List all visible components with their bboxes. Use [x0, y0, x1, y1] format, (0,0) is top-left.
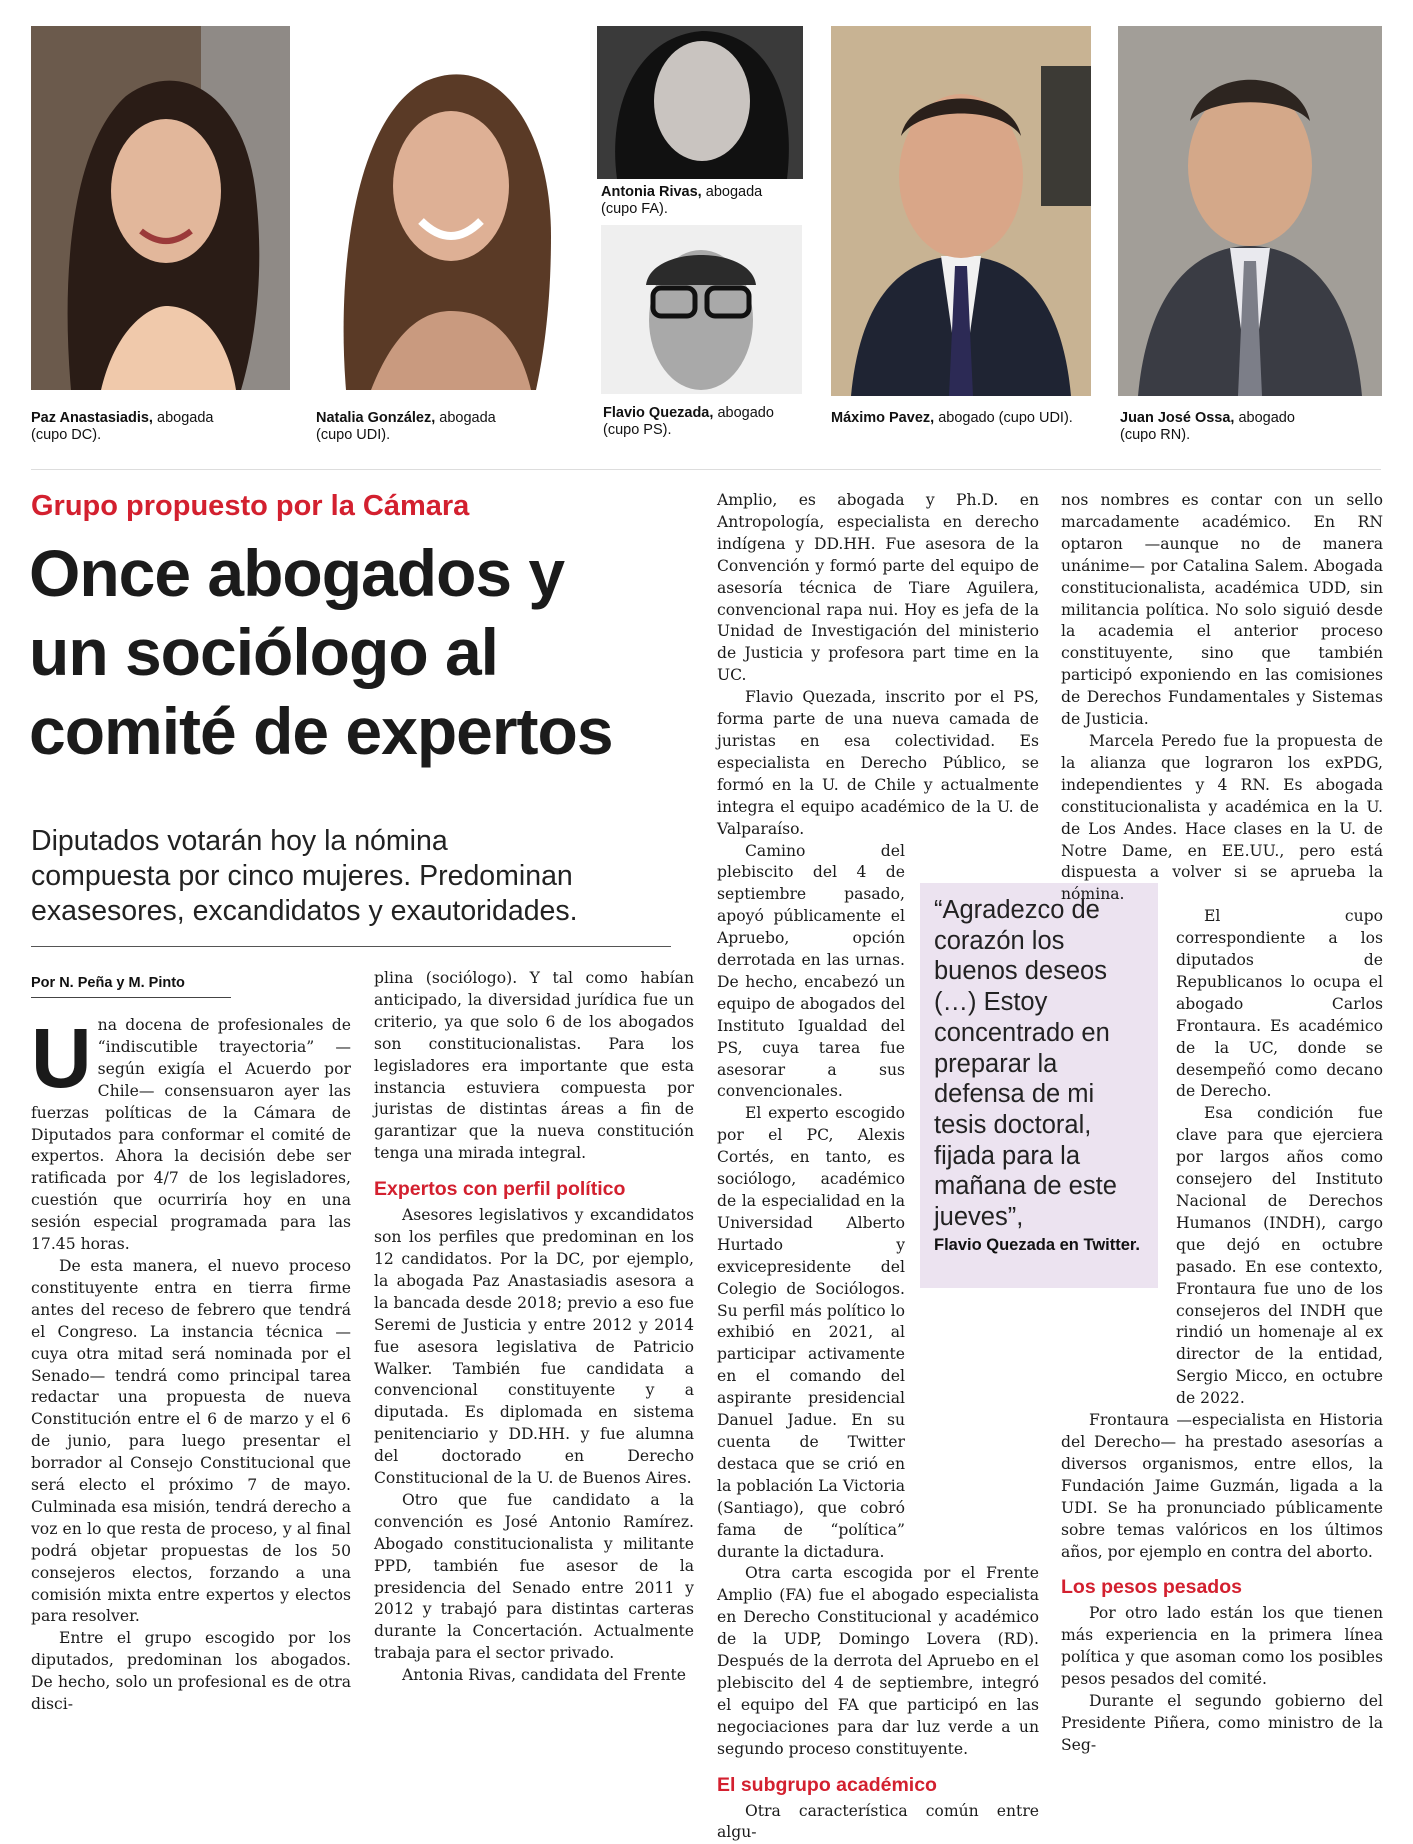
- paragraph: Durante el segundo gobierno del Presidente Piñera, como ministro de la Seg-: [1061, 1692, 1383, 1754]
- paragraph: Una docena de profesionales de “indiscutible trayectoria” —según exigía el Acuerdo por Chile— consensuaron ayer las fuerzas políticas de la Cámara de Diputados para conformar el comité de expertos. Ahora la decisión debe ser ratificada por 4/7 de los legisladores, cuestión que ocurriría hoy en una sesión especial programada para las 17.45 horas.: [31, 1011, 351, 1254]
- photo-juan-jose-ossa: [1118, 26, 1382, 396]
- paragraph: De esta manera, el nuevo proceso constituyente entra en tierra firme antes del receso de febrero que tendrá el Congreso. La instancia técnica —cuya otra mitad será nominada por el Senado— tendrá como principal tarea redactar una propuesta de nueva Constitución entre el 6 de marzo y el 6 de junio, para luego presentar el borrador al Consejo Constitucional que será electo el próximo 7 de mayo. Culminada esa misión, tendrá derecho a voz en lo que resta de proceso, y al final podrá objetar propuestas de los 50 consejeros electos, forzando a una comisión mixta entre expertos y electos para resolver.: [31, 1256, 351, 1626]
- paragraph: Entre el grupo escogido por los diputados, predominan los abogados. De hecho, solo un profesional es de otra disci-: [31, 1629, 351, 1714]
- caption-role: abogado: [1238, 410, 1295, 426]
- paragraph: nos nombres es contar con un sello marcadamente académico. En RN optaron —aunque no de manera unánime— por Catalina Salem. Abogada constitucionalista, académica UDD, sin militancia política. No solo siguió desde la academia el anterior proceso constituyente, sino que también participó exponiendo en las comisiones de Derechos Fundamentales y Sistemas de Justicia.: [1061, 491, 1383, 729]
- paragraph: Por otro lado están los que tienen más experiencia en la primera línea política y que asoman como los posibles pesos pesados del comité.: [1061, 1604, 1383, 1689]
- paragraph: Amplio, es abogada y Ph.D. en Antropología, especialista en derecho indígena y DD.HH. Fue asesora de la Convención y formó parte del equipo de asesoría técnica de Tiare Aguilera, convencional rapa nui. Hoy es jefa de la Unidad de Investigación del ministerio de Justicia y profesora part time en la UC.: [717, 491, 1039, 685]
- section-divider: [31, 469, 1381, 470]
- paragraph: Asesores legislativos y excandidatos son los perfiles que predominan en los 12 candidatos. Por la DC, por ejemplo, la abogada Paz Anastasiadis asesora a la bancada desde 2018; previo a eso fue Seremi de Justicia y entre 2012 y 2014 fue asesora legislativa de Patricio Walker. También fue candidata a convencional constituyente y a diputada. Es diplomada en sistema penitenciario y DD.HH. y fue alumna del doctorado en Derecho Constitucional de la U. de Buenos Aires.: [374, 1206, 694, 1488]
- paragraph: Marcela Peredo fue la propuesta de la alianza que lograron los exPDG, independientes y 4 RN. Es abogada constitucionalista y académica en la U. de Los Andes. Hace clases en la U. de Notre Dame, en EE.UU., pero está dispuesta a volver si se aprueba la nómina.: [1061, 731, 1383, 904]
- caption-name: Flavio Quezada,: [603, 405, 714, 421]
- caption-cupo: (cupo UDI).: [316, 427, 391, 443]
- caption-natalia-gonzalez: [316, 410, 574, 444]
- paragraph: Otra carta escogida por el Frente Amplio (FA) fue el abogado especialista en Derecho Constitucional y académico de la UDP, Domingo Lovera (RD). Después de la derrota del Apruebo en el plebiscito del 4 de septiembre, integró el equipo del FA que participó en las negociaciones para dar luz verde a un segundo proceso constituyente.: [717, 1564, 1039, 1758]
- caption-role: abogada: [157, 410, 214, 426]
- deck: [31, 824, 681, 929]
- caption-name: Máximo Pavez,: [831, 410, 935, 426]
- subhead-expertos: Expertos con perfil político: [374, 1178, 626, 1201]
- paragraph: Frontaura —especialista en Historia del Derecho— ha prestado asesorías a diversos organismos, entre ellos, la Fundación Jaime Guzmán, ligada a la UDI. Se ha pronunciado públicamente sobre temas valóricos en los últimos años, por ejemplo en contra del aborto.: [1061, 1411, 1383, 1561]
- caption-paz-anastasiadis: [31, 410, 290, 444]
- subhead-pesos-pesados: Los pesos pesados: [1061, 1576, 1242, 1599]
- caption-name: Natalia González,: [316, 410, 436, 426]
- caption-maximo-pavez: [831, 410, 1101, 427]
- photo-maximo-pavez: [831, 26, 1091, 396]
- paragraph: plina (sociólogo). Y tal como habían anticipado, la diversidad jurídica fue un criterio, ya que solo 6 de los abogados son constitucionalistas. Para los legisladores era importante que esta instancia estuviera compuesta por juristas de distintas áreas a fin de garantizar que la nueva constitución tenga una mirada integral.: [374, 969, 694, 1163]
- caption-role: abogada: [705, 184, 763, 200]
- caption-role: abogado: [717, 405, 774, 421]
- caption-cupo: (cupo FA).: [601, 201, 668, 217]
- paragraph: El cupo correspondiente a los diputados de Republicanos lo ocupa el abogado Carlos Frontaura. Es académico de la UC, donde se desempeñó como decano de Derecho.: [1176, 907, 1383, 1101]
- photo-flavio-quezada: [601, 225, 802, 394]
- headline-line: comité de expertos: [29, 694, 613, 768]
- caption-name: Paz Anastasiadis,: [31, 410, 153, 426]
- subhead-academico: El subgrupo académico: [717, 1773, 937, 1796]
- quote-text: “Agradezco de corazón los buenos deseos (…) Estoy concentrado en preparar la defensa de mi tesis doctoral, fijada para la mañana de este jueves”,: [934, 896, 1117, 1232]
- caption-role: abogado (cupo UDI).: [938, 410, 1073, 426]
- paragraph: Antonia Rivas, candidata del Frente: [402, 1666, 687, 1685]
- photo-natalia-gonzalez: [316, 26, 574, 390]
- caption-cupo: (cupo RN).: [1120, 427, 1191, 443]
- caption-juan-jose-ossa: [1120, 410, 1380, 444]
- paragraph: Camino del plebiscito del 4 de septiembre pasado, apoyó públicamente el Apruebo, opción derrotada en las urnas. De hecho, encabezó un equipo de abogados del Instituto Igualdad del PS, cuya tarea fue asesorar a sus convencionales.: [717, 841, 905, 1101]
- dropcap: U: [31, 1011, 92, 1105]
- headline-line: Once abogados y: [29, 536, 565, 610]
- caption-cupo: (cupo DC).: [31, 427, 102, 443]
- photo-antonia-rivas: [597, 26, 803, 179]
- headline: [29, 534, 689, 771]
- paragraph: Otro que fue candidato a la convención es José Antonio Ramírez. Abogado constitucionalista y militante PPD, también fue asesor de la presidencia del Senado entre 2011 y 2012 y trabajó para distintas carteras durante la Concertación. Actualmente trabaja para el sector privado.: [374, 1490, 694, 1663]
- deck-line: compuesta por cinco mujeres. Predominan: [31, 860, 573, 892]
- caption-flavio-quezada: [603, 405, 813, 439]
- byline: Por N. Peña y M. Pinto: [31, 975, 231, 998]
- kicker: Grupo propuesto por la Cámara: [31, 490, 470, 522]
- paragraph: Esa condición fue clave para que ejerciera por largos años como consejero del Instituto Nacional de Derechos Humanos (INDH), cargo que dejó en octubre pasado. En ese contexto, Frontaura fue uno de los consejeros del INDH que rindió un homenaje al ex director de la entidad, Sergio Micco, en octubre de 2022.: [1176, 1104, 1383, 1408]
- headline-line: un sociólogo al: [29, 615, 499, 689]
- paragraph: El experto escogido por el PC, Alexis Cortés, en tanto, es sociólogo, académico de la especialidad en la Universidad Alberto Hurtado y exvicepresidente del Colegio de Sociólogos. Su perfil más político lo exhibió en 2021, al participar activamente en el comando del aspirante presidencial Danuel Jadue. En su cuenta de Twitter destaca que se crió en la población La Victoria (Santiago), que cobró fama de “política” durante la dictadura.: [717, 1104, 905, 1561]
- deck-line: Diputados votarán hoy la nómina: [31, 825, 448, 857]
- caption-antonia-rivas: [601, 184, 807, 218]
- paragraph: Flavio Quezada, inscrito por el PS, forma parte de una nueva camada de juristas en esa colectividad. Es especialista en Derecho Público, se formó en la U. de Chile y actualmente integra el equipo académico de la U. de Valparaíso.: [717, 688, 1039, 838]
- caption-cupo: (cupo PS).: [603, 422, 672, 438]
- caption-name: Juan José Ossa,: [1120, 410, 1235, 426]
- column-4: [1061, 490, 1383, 1754]
- photo-paz-anastasiadis: [31, 26, 290, 390]
- quote-author: Flavio Quezada en Twitter.: [934, 1235, 1140, 1254]
- deck-rule: [31, 946, 671, 947]
- caption-role: abogada: [439, 410, 496, 426]
- deck-line: exasesores, excandidatos y exautoridades.: [31, 895, 578, 927]
- paragraph: Otra característica común entre algu-: [717, 1801, 1039, 1842]
- column-2: [374, 968, 694, 1685]
- column-1: [31, 1011, 351, 1714]
- caption-name: Antonia Rivas,: [601, 184, 702, 200]
